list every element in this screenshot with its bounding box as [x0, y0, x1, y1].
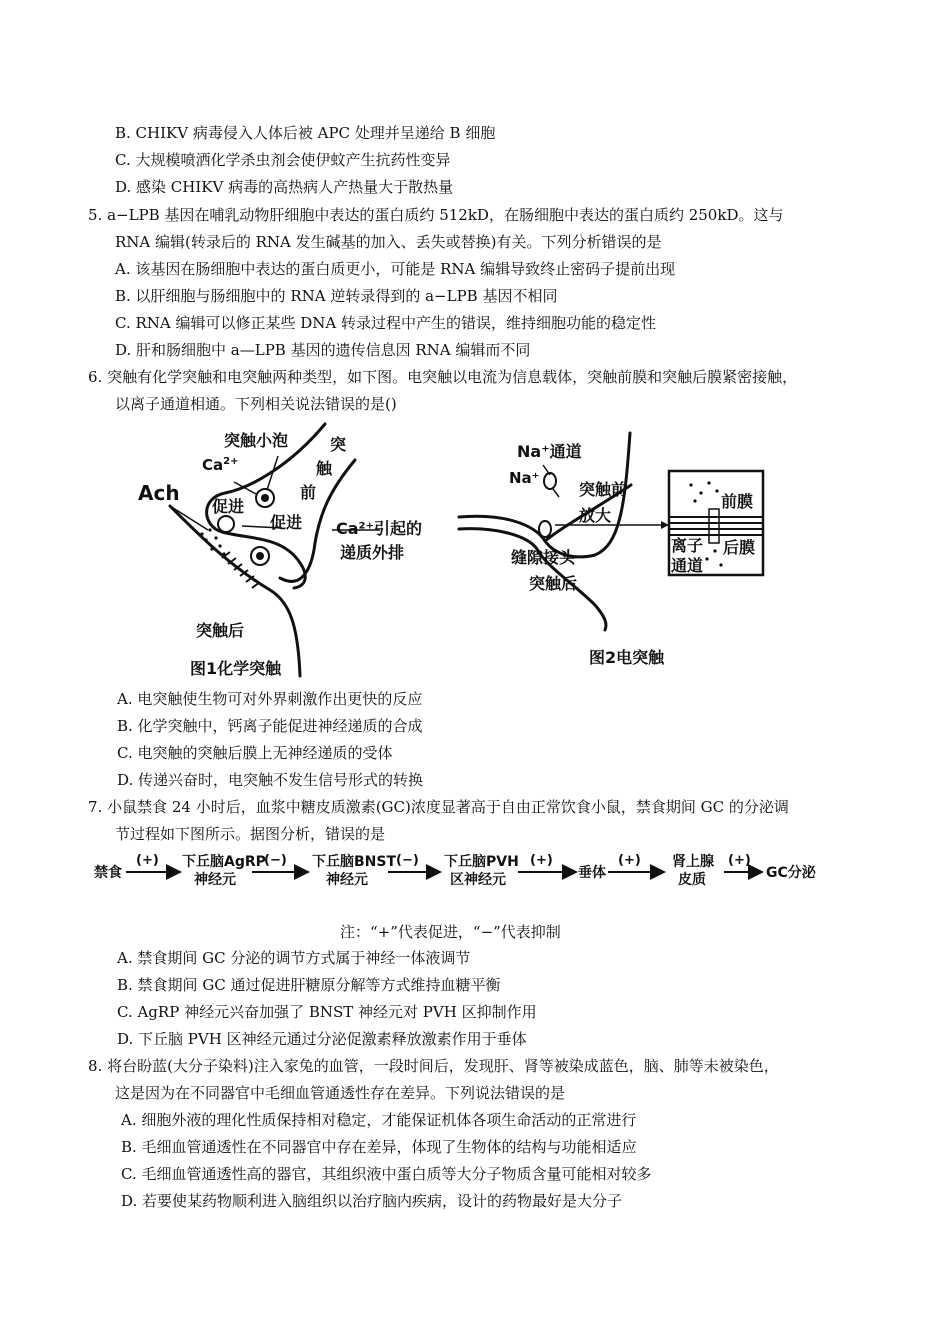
gap-junction — [539, 521, 551, 537]
q7-option-c: C. AgRP 神经元兴奋加强了 BNST 神经元对 PVH 区抑制作用 — [117, 1003, 537, 1021]
q5-option-b: B. 以肝细胞与肠细胞中的 RNA 逆转录得到的 a−LPB 基因不相同 — [115, 287, 558, 305]
q8-option-d: D. 若要使某药物顺利进入脑组织以治疗脑内疾病，设计的药物最好是大分子 — [121, 1192, 623, 1210]
q7-option-d: D. 下丘脑 PVH 区神经元通过分泌促激素释放激素作用于垂体 — [117, 1030, 527, 1048]
label-post: 突触后 — [529, 574, 578, 593]
q4-option-d: D. 感染 CHIKV 病毒的高热病人产热量大于散热量 — [115, 178, 454, 196]
q8-option-c: C. 毛细血管通透性高的器官，其组织液中蛋白质等大分子物质含量可能相对较多 — [121, 1165, 652, 1183]
label-na-channel: Na⁺通道 — [517, 442, 582, 461]
q6-option-a: A. 电突触使生物可对外界刺激作出更快的反应 — [117, 690, 423, 708]
flow-adrenal-2: 皮质 — [678, 872, 706, 888]
q6-option-c: C. 电突触的突触后膜上无神经递质的受体 — [117, 744, 393, 762]
label-pre-1: 突 — [330, 435, 347, 454]
gc-regulation-flowchart — [90, 846, 820, 894]
label-promote-2: 促进 — [270, 513, 303, 532]
label-ach: Ach — [138, 481, 180, 505]
figure1-caption: 图1化学突触 — [190, 659, 282, 678]
figure2-caption: 图2电突触 — [589, 648, 665, 667]
label-pre-2: 触 — [316, 459, 333, 478]
q4-option-c: C. 大规模喷洒化学杀虫剂会使伊蚊产生抗药性变异 — [115, 151, 451, 169]
q8-option-a: A. 细胞外液的理化性质保持相对稳定，才能保证机体各项生命活动的正常进行 — [121, 1111, 637, 1129]
flow-adrenal-1: 肾上腺 — [672, 854, 714, 870]
label-amplify: 放大 — [579, 506, 612, 525]
electrical-synapse-figure — [455, 425, 775, 675]
flow-sign-1: (+) — [136, 853, 159, 868]
label-membrane-post: 后膜 — [723, 538, 756, 557]
label-gap: 缝隙接头 — [511, 548, 576, 567]
q7-option-a: A. 禁食期间 GC 分泌的调节方式属于神经一体液调节 — [117, 949, 471, 967]
label-release-1: Ca²⁺引起的 — [336, 519, 422, 538]
q5-stem-line1: 5. a−LPB 基因在哺乳动物肝细胞中表达的蛋白质约 512kD，在肠细胞中表达的蛋白质约 250kD。这与 — [88, 206, 784, 224]
flow-sign-6: (+) — [728, 853, 751, 868]
label-pre-3: 前 — [300, 483, 317, 502]
flow-agrp-2: 神经元 — [194, 872, 236, 888]
label-pre: 突触前 — [579, 480, 628, 499]
label-membrane-pre: 前膜 — [721, 492, 754, 511]
chemical-synapse-figure — [130, 418, 450, 680]
label-ca: $Ca^{2+}$ — [202, 456, 239, 474]
q7-stem-line2: 节过程如下图所示。据图分析，错误的是 — [115, 825, 386, 843]
flow-pvh-2: 区神经元 — [450, 872, 506, 888]
q8-stem-line1: 8. 将台盼蓝(大分子染料)注入家兔的血管，一段时间后，发现肝、肾等被染成蓝色，脑、肺等未被染色， — [88, 1057, 779, 1075]
flow-sign-2: (−) — [264, 853, 287, 868]
q6-option-d: D. 传递兴奋时，电突触不发生信号形式的转换 — [117, 771, 424, 789]
q7-note: 注：“+”代表促进，“−”代表抑制 — [340, 923, 561, 941]
flow-sign-5: (+) — [618, 853, 641, 868]
flow-sign-3: (−) — [396, 853, 419, 868]
q8-option-b: B. 毛细血管通透性在不同器官中存在差异，体现了生物体的结构与功能相适应 — [121, 1138, 637, 1156]
q5-stem-line2: RNA 编辑(转录后的 RNA 发生碱基的加入、丢失或替换)有关。下列分析错误的是 — [115, 233, 662, 251]
q5-option-c: C. RNA 编辑可以修正某些 DNA 转录过程中产生的错误，维持细胞功能的稳定性 — [115, 314, 657, 332]
q5-option-d: D. 肝和肠细胞中 a—LPB 基因的遗传信息因 RNA 编辑而不同 — [115, 341, 531, 359]
flow-bnst-2: 神经元 — [326, 872, 368, 888]
na-channel — [544, 473, 556, 489]
label-promote-1: 促进 — [212, 497, 245, 516]
flow-fasting: 禁食 — [94, 865, 122, 881]
flow-pvh-1: 下丘脑PVH — [444, 854, 519, 870]
q6-option-b: B. 化学突触中，钙离子能促进神经递质的合成 — [117, 717, 423, 735]
flow-pituitary: 垂体 — [578, 865, 606, 881]
q6-stem-line1: 6. 突触有化学突触和电突触两种类型，如下图。电突触以电流为信息载体，突触前膜和突触后膜紧密接触， — [88, 368, 798, 386]
flow-agrp-1: 下丘脑AgRP — [182, 854, 266, 870]
fusing-vesicle — [218, 516, 234, 532]
label-release-2: 递质外排 — [340, 543, 405, 562]
q6-stem-line2: 以离子通道相通。下列相关说法错误的是() — [115, 395, 397, 413]
q8-stem-line2: 这是因为在不同器官中毛细血管通透性存在差异。下列说法错误的是 — [115, 1084, 566, 1102]
q4-option-b: B. CHIKV 病毒侵入人体后被 APC 处理并呈递给 B 细胞 — [115, 124, 496, 142]
label-post: 突触后 — [196, 621, 245, 640]
flow-bnst-1: 下丘脑BNST — [312, 854, 397, 870]
flow-gc: GC分泌 — [766, 865, 816, 881]
flow-sign-4: (+) — [530, 853, 553, 868]
q5-option-a: A. 该基因在肠细胞中表达的蛋白质更小，可能是 RNA 编辑导致终止密码子提前出现 — [115, 260, 676, 278]
label-na: Na⁺ — [509, 469, 540, 487]
q7-stem-line1: 7. 小鼠禁食 24 小时后，血浆中糖皮质激素(GC)浓度显著高于自由正常饮食小鼠，禁食期间 GC 的分泌调 — [88, 798, 789, 816]
q7-option-b: B. 禁食期间 GC 通过促进肝糖原分解等方式维持血糖平衡 — [117, 976, 501, 994]
label-vesicle: 突触小泡 — [224, 431, 289, 450]
label-ion-1: 离子 — [671, 536, 704, 555]
label-ion-2: 通道 — [671, 556, 704, 575]
